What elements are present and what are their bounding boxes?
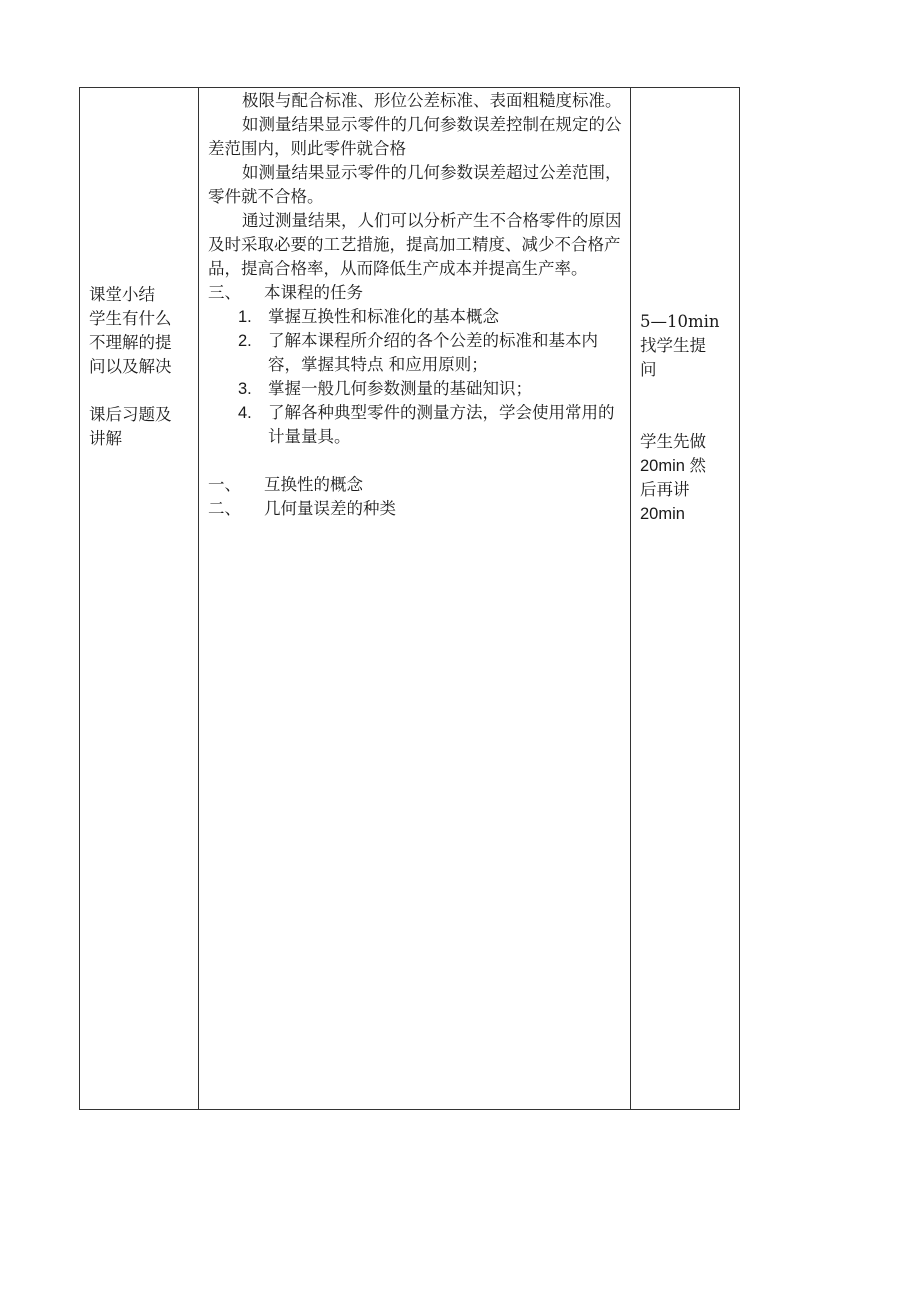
paragraph: 如测量结果显示零件的几何参数误差超过公差范围，零件就不合格。: [208, 163, 622, 206]
table-row: [80, 88, 740, 1110]
list-text: 掌握互换性和标准化的基本概念: [268, 307, 499, 326]
paragraph: 如测量结果显示零件的几何参数误差控制在规定的公差范围内，则此零件就合格: [208, 115, 622, 158]
time-line: 5—10min: [640, 312, 720, 331]
list-item: [208, 377, 622, 401]
left-cell: [80, 88, 199, 1110]
task-list: [208, 305, 622, 449]
section-title: 本课程的任务: [264, 283, 363, 302]
section-number: 三、: [208, 283, 241, 302]
outline-number: 一、: [208, 475, 241, 494]
outline-item: [208, 473, 622, 497]
middle-cell: [199, 88, 631, 1110]
left-line: 学生有什么: [89, 309, 172, 328]
left-line: 课堂小结: [89, 285, 155, 304]
list-number: 1.: [238, 308, 252, 326]
section-heading: [208, 281, 622, 305]
paragraph: 通过测量结果，人们可以分析产生不合格零件的原因及时采取必要的工艺措施，提高加工精度、减少不合格产品，提高合格率，从而降低生产成本并提高生产率。: [208, 211, 622, 278]
paragraph: 极限与配合标准、形位公差标准、表面粗糙度标准。: [242, 91, 622, 110]
outline-title: 几何量误差的种类: [264, 499, 396, 518]
outline-item: [208, 497, 622, 521]
time-line: 20min: [640, 505, 685, 523]
list-item: [208, 401, 622, 449]
list-text: 了解各种典型零件的测量方法，学会使用常用的计量量具。: [268, 403, 615, 446]
lesson-table: [79, 87, 740, 1110]
list-text: 了解本课程所介绍的各个公差的标准和基本内容，掌握其特点 和应用原则；: [268, 331, 598, 374]
time-notes: [640, 310, 736, 526]
left-line: 讲解: [89, 429, 122, 448]
left-line: 课后习题及: [89, 405, 172, 424]
right-cell: [631, 88, 740, 1110]
list-number: 3.: [238, 380, 252, 398]
time-line: 找学生提: [640, 336, 706, 355]
time-line: 学生先做: [640, 432, 706, 451]
list-number: 2.: [238, 332, 252, 350]
time-line: 问: [640, 360, 657, 379]
time-line: 20min 然: [640, 457, 707, 475]
outline-title: 互换性的概念: [264, 475, 363, 494]
left-notes: [89, 283, 193, 451]
list-item: [208, 329, 622, 377]
time-line: 后再讲: [640, 480, 690, 499]
list-item: [208, 305, 622, 329]
left-line: 问以及解决: [89, 357, 172, 376]
content-body: [208, 89, 622, 521]
left-line: 不理解的提: [89, 333, 172, 352]
outline-number: 二、: [208, 499, 241, 518]
list-text: 掌握一般几何参数测量的基础知识；: [268, 379, 532, 398]
list-number: 4.: [238, 404, 252, 422]
